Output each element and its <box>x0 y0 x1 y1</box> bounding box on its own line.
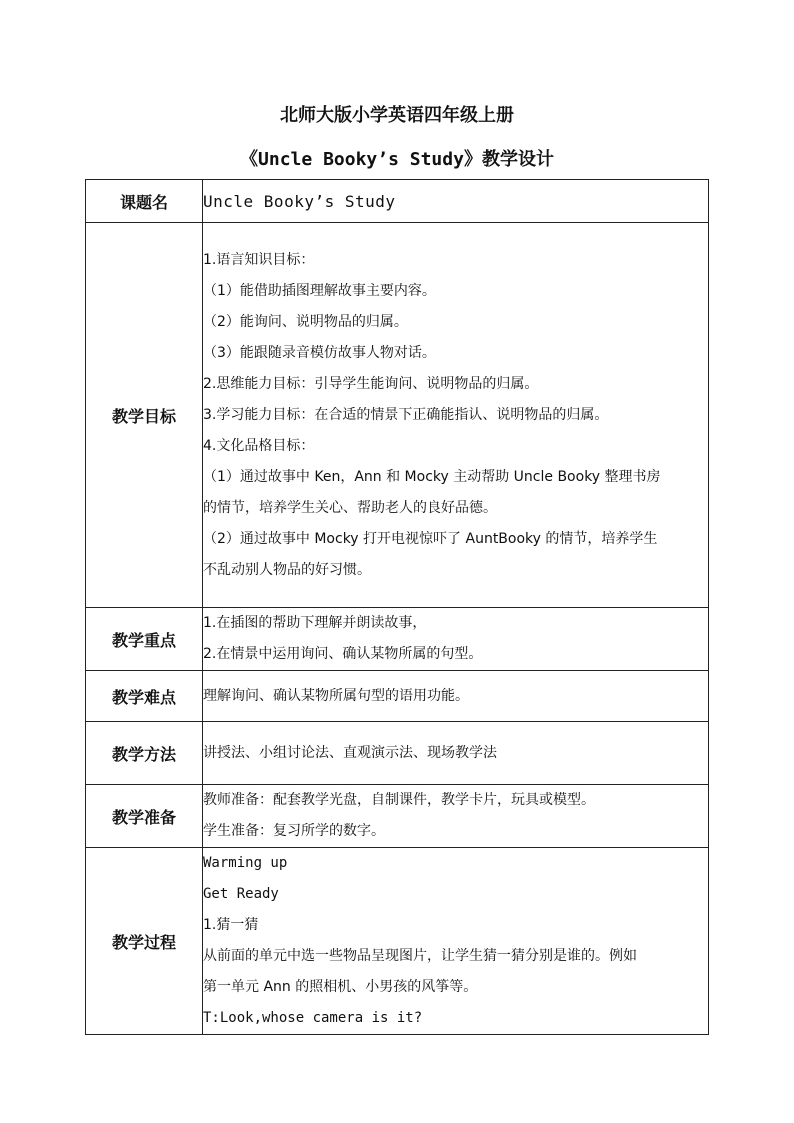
key-points-line: 1.在插图的帮助下理解并朗读故事， <box>203 615 427 631</box>
objectives-line: 1.语言知识目标： <box>203 251 315 268</box>
difficulties-line: 理解询问、确认某物所属句型的语用功能。 <box>203 687 469 704</box>
objectives-line: （2）能询问、说明物品的归属。 <box>203 313 408 330</box>
objectives-line: （1）能借助插图理解故事主要内容。 <box>203 282 436 299</box>
preparation-label: 教学准备 <box>86 785 203 848</box>
process-content <box>203 848 709 1035</box>
process-line: Get Ready <box>203 886 279 902</box>
key-points-content <box>203 608 709 671</box>
process-line: Warming up <box>203 855 288 871</box>
table-row-methods <box>86 722 709 785</box>
table-row-process <box>86 848 709 1035</box>
objectives-content <box>203 223 709 608</box>
preparation-content <box>203 785 709 848</box>
topic-value: Uncle Booky’s Study <box>203 180 709 223</box>
table-row-topic <box>86 180 709 223</box>
methods-content <box>203 722 709 785</box>
lesson-name: 《Uncle Booky’s Study》 <box>240 149 482 170</box>
table-row-objectives <box>86 223 709 608</box>
preparation-line: 学生准备：复习所学的数字。 <box>203 823 385 839</box>
difficulties-label: 教学难点 <box>86 671 203 722</box>
key-points-label: 教学重点 <box>86 608 203 671</box>
process-label: 教学过程 <box>86 848 203 1035</box>
key-points-line: 2.在情景中运用询问、确认某物所属的句型。 <box>203 646 483 662</box>
table-row-preparation <box>86 785 709 848</box>
document-subtitle <box>0 148 794 172</box>
objectives-line: （3）能跟随录音模仿故事人物对话。 <box>203 344 436 361</box>
methods-line: 讲授法、小组讨论法、直观演示法、现场教学法 <box>203 744 497 761</box>
process-line: T:Look,whose camera is it? <box>203 1010 423 1026</box>
table-row-difficulties <box>86 671 709 722</box>
preparation-line: 教师准备：配套教学光盘，自制课件，教学卡片，玩具或模型。 <box>203 792 595 808</box>
objectives-line: 4.文化品格目标： <box>203 437 315 454</box>
process-line: 第一单元 Ann 的照相机、小男孩的风筝等。 <box>203 979 478 995</box>
objectives-line: （1）通过故事中 Ken，Ann 和 Mocky 主动帮助 Uncle Booky 整理书房 <box>203 468 661 485</box>
objectives-line: 不乱动别人物品的好习惯。 <box>203 561 371 578</box>
subtitle-suffix: 教学设计 <box>481 149 554 170</box>
topic-label: 课题名 <box>86 180 203 223</box>
objectives-line: 3.学习能力目标：在合适的情景下正确能指认、说明物品的归属。 <box>203 406 609 423</box>
objectives-label: 教学目标 <box>86 223 203 608</box>
document-title: 北师大版小学英语四年级上册 <box>280 105 514 126</box>
process-line: 1.猜一猜 <box>203 917 259 933</box>
table-row-key-points <box>86 608 709 671</box>
process-line: 从前面的单元中选一些物品呈现图片，让学生猜一猜分别是谁的。例如 <box>203 948 637 964</box>
objectives-line: （2）通过故事中 Mocky 打开电视惊吓了 AuntBooky 的情节，培养学生 <box>203 530 658 547</box>
objectives-line: 的情节，培养学生关心、帮助老人的良好品德。 <box>203 499 497 516</box>
lesson-plan-table <box>85 179 709 1035</box>
difficulties-content <box>203 671 709 722</box>
objectives-line: 2.思维能力目标：引导学生能询问、说明物品的归属。 <box>203 375 539 392</box>
methods-label: 教学方法 <box>86 722 203 785</box>
